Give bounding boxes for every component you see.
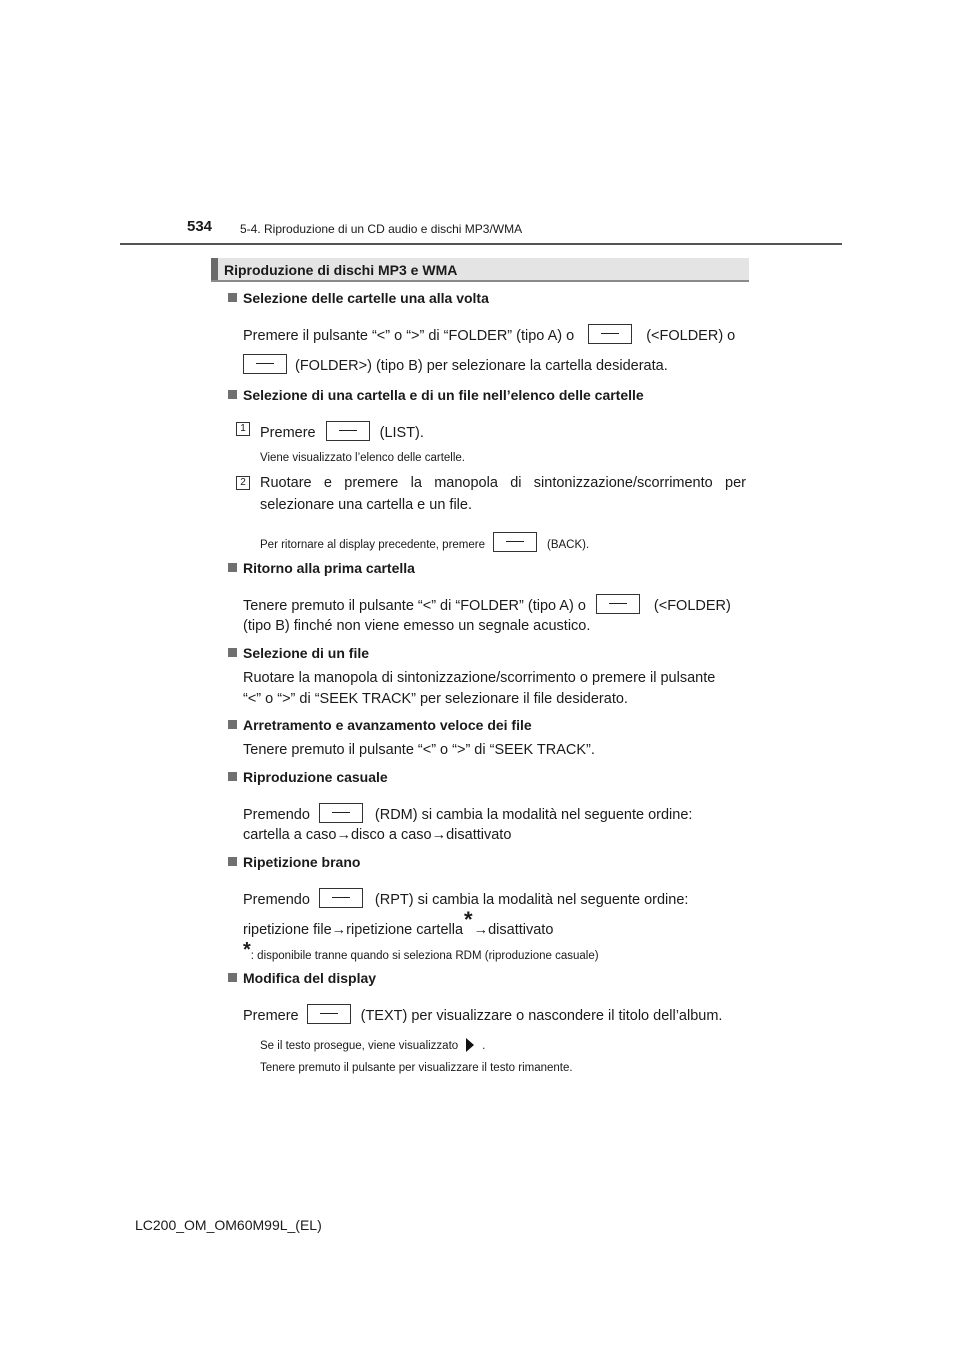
heading-select-folder-file: [228, 387, 644, 403]
s6-line1: [243, 803, 692, 823]
text: Per ritornare al display precedente, premere: [260, 539, 486, 551]
heading-select-file: [228, 645, 369, 661]
back-button-icon: [493, 532, 537, 552]
s7-line2: [243, 907, 554, 940]
bullet-square-icon: [228, 973, 237, 982]
text-button-icon: [307, 1004, 351, 1024]
s2-note2: [260, 532, 589, 552]
heading-random: [228, 769, 388, 785]
text: Premere: [260, 425, 316, 441]
bullet-square-icon: [228, 720, 237, 729]
text: ripetizione file→ripetizione cartella: [243, 922, 464, 938]
s5-line1: Tenere premuto il pulsante “<” o “>” di “SEEK TRACK”.: [243, 742, 595, 758]
heading-text: Selezione delle cartelle una alla volta: [243, 290, 489, 306]
s3-line1: [243, 594, 731, 614]
text: (LIST).: [379, 425, 424, 441]
heading-repeat: [228, 854, 360, 870]
section-title-bar: [211, 258, 749, 282]
text: (<FOLDER) o: [646, 328, 736, 344]
s2-step1: [260, 421, 424, 441]
bullet-square-icon: [228, 563, 237, 572]
heading-fast-forward: [228, 717, 532, 733]
bullet-square-icon: [228, 857, 237, 866]
folder-button-icon: [596, 594, 640, 614]
section-accent: [211, 258, 218, 280]
page-number: 534: [187, 218, 213, 235]
heading-text: Arretramento e avanzamento veloce dei file: [243, 717, 532, 733]
text: (<FOLDER): [653, 598, 731, 614]
rdm-button-icon: [319, 803, 363, 823]
text: Premere: [243, 1008, 299, 1024]
s3-line2: (tipo B) finché non viene emesso un segnale acustico.: [243, 618, 591, 634]
bullet-square-icon: [228, 648, 237, 657]
s8-note2: Tenere premuto il pulsante per visualizzare il testo rimanente.: [260, 1062, 573, 1074]
heading-text: Riproduzione casuale: [243, 769, 388, 785]
text: (TEXT) per visualizzare o nascondere il titolo dell’album.: [360, 1008, 723, 1024]
bullet-square-icon: [228, 390, 237, 399]
footnote-star: *: [464, 907, 473, 932]
s7-footnote: [243, 939, 599, 965]
section-title: Riproduzione di dischi MP3 e WMA: [224, 262, 458, 278]
bullet-square-icon: [228, 293, 237, 302]
bullet-square-icon: [228, 772, 237, 781]
heading-first-folder: [228, 560, 415, 576]
s4-line1: Ruotare la manopola di sintonizzazione/scorrimento o premere il pulsante: [243, 670, 716, 686]
step-number-2: 2: [236, 476, 250, 490]
heading-display: [228, 970, 376, 986]
s4-line2: “<” o “>” di “SEEK TRACK” per selezionare il file desiderato.: [243, 691, 628, 707]
text: (FOLDER>) (tipo B) per selezionare la cartella desiderata.: [295, 358, 668, 374]
s2-note1: Viene visualizzato l’elenco delle cartelle.: [260, 452, 465, 464]
text: (RPT) si cambia la modalità nel seguente ordine:: [374, 892, 689, 908]
play-arrow-icon: [466, 1038, 474, 1052]
text: Premendo: [243, 892, 310, 908]
folder-button-icon: [588, 324, 632, 344]
text: Tenere premuto il pulsante “<” di “FOLDER” (tipo A) o: [243, 598, 586, 614]
heading-select-folders: [228, 290, 489, 306]
step-number-1: 1: [236, 422, 250, 436]
text: Premere il pulsante “<” o “>” di “FOLDER” (tipo A) o: [243, 328, 575, 344]
s7-line1: [243, 888, 688, 908]
text: (RDM) si cambia la modalità nel seguente ordine:: [374, 807, 693, 823]
s1-line2: [243, 354, 668, 374]
heading-text: Ritorno alla prima cartella: [243, 560, 415, 576]
folder-button-icon: [243, 354, 287, 374]
heading-text: Selezione di una cartella e di un file nell’elenco delle cartelle: [243, 387, 644, 403]
text: →disattivato: [473, 922, 554, 938]
footnote-star: *: [243, 939, 251, 961]
text: Se il testo prosegue, viene visualizzato: [260, 1040, 459, 1052]
header-rule: [120, 243, 842, 245]
running-header: 5-4. Riproduzione di un CD audio e dischi MP3/WMA: [240, 222, 523, 236]
text: (BACK).: [547, 539, 590, 551]
footer-code: LC200_OM_OM60M99L_(EL): [135, 1217, 322, 1233]
text: Premendo: [243, 807, 310, 823]
s8-note1: [260, 1038, 485, 1052]
s1-line1: [243, 324, 735, 344]
heading-text: Ripetizione brano: [243, 854, 361, 870]
s6-line2: cartella a caso→disco a caso→disattivato: [243, 827, 512, 843]
s8-line1: [243, 1004, 722, 1024]
text: .: [482, 1040, 486, 1052]
list-button-icon: [326, 421, 370, 441]
s2-step2: Ruotare e premere la manopola di sintonizzazione/scorrimento per selezionare una cartella e un file.: [260, 475, 746, 513]
heading-text: Modifica del display: [243, 970, 377, 986]
text: : disponibile tranne quando si seleziona RDM (riproduzione casuale): [250, 950, 599, 962]
heading-text: Selezione di un file: [243, 645, 370, 661]
rpt-button-icon: [319, 888, 363, 908]
